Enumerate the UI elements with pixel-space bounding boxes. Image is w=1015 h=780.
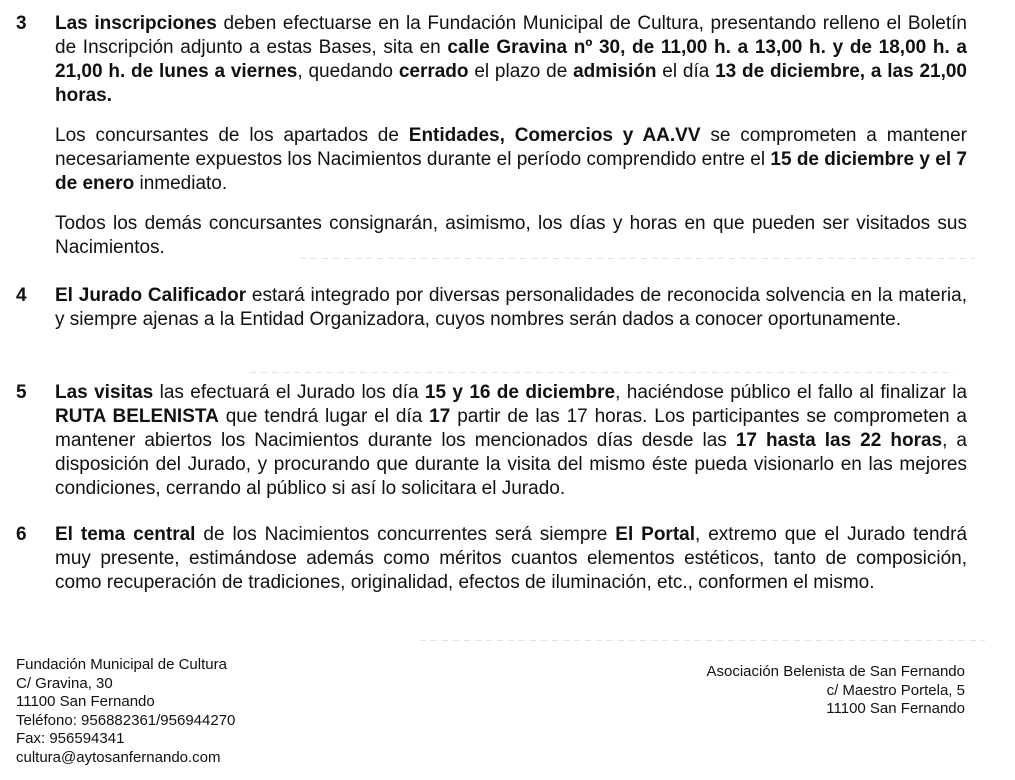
body-text: , extremo que el Jurado tendrá muy presente, estimándose además como méritos cuantos elementos estéticos, tanto de composición, como recuperación de tradiciones, originalidad, efectos de iluminación, etc., conformen el mismo. [55, 524, 968, 593]
body-text: que tendrá lugar el día [218, 406, 430, 427]
footer-org-name: Asociación Belenista de San Fernando [706, 663, 965, 680]
clause-number: 4 [16, 285, 27, 306]
emphasized-text: admisión [573, 61, 657, 82]
emphasized-text: El tema central [55, 524, 196, 545]
clause-paragraph [55, 12, 967, 108]
emphasized-text: 13 de diciembre, a las 21,00 horas. [55, 61, 968, 106]
footer-street: C/ Gravina, 30 [16, 674, 113, 692]
body-text: estará integrado por diversas personalidades de reconocida solvencia en la materia, y siempre ajenas a la Entidad Organizadora, cuyos nombres serán dados a conocer oportunamente. [55, 285, 967, 330]
body-text: se comprometen a mantener necesariamente expuestos los Nacimientos durante el período comprendido entre el [55, 125, 967, 170]
body-text: el plazo de [468, 61, 574, 82]
emphasized-text: 15 de diciembre y el 7 de enero [55, 149, 967, 194]
emphasized-text: Las visitas [55, 382, 154, 403]
emphasized-text: 17 [429, 406, 451, 427]
emphasized-text: 15 y 16 de diciembre [424, 382, 616, 403]
body-text: de los Nacimientos concurrentes será siempre [195, 524, 616, 545]
body-text: partir de las 17 horas. Los participantes se comprometen a mantener abiertos los Nacimientos durante los mencionados días desde las [55, 406, 967, 451]
body-text: deben efectuarse en la Fundación Municipal de Cultura, presentando relleno el Boletín de Inscripción adjunto a estas Bases, sita en [55, 13, 968, 58]
emphasized-text: cerrado [398, 61, 469, 82]
emphasized-text: El Portal [615, 524, 696, 545]
emphasized-text: calle Gravina nº 30, de 11,00 h. a 13,00 h. y de 18,00 h. a 21,00 h. de lunes a viernes [55, 37, 967, 82]
clause-number: 5 [16, 382, 27, 403]
footer-email: cultura@aytosanfernando.com [16, 748, 221, 766]
body-text: Los concursantes de los apartados de [55, 125, 409, 146]
clause-paragraph [55, 124, 967, 196]
scan-artifact-line [250, 372, 955, 373]
emphasized-text: 17 hasta las 22 horas [735, 430, 943, 451]
body-text: el día [656, 61, 716, 82]
footer-phone: Teléfono: 956882361/956944270 [16, 711, 236, 729]
clause-paragraph [55, 212, 967, 260]
footer-street: c/ Maestro Portela, 5 [826, 681, 965, 699]
footer-contact-asociacion [706, 663, 965, 719]
footer-contact-fundacion [16, 656, 235, 767]
body-text: , quedando [297, 61, 399, 82]
clause-number: 6 [16, 524, 27, 545]
emphasized-text: Entidades, Comercios y AA.VV [408, 125, 701, 146]
clause-number: 3 [16, 13, 27, 34]
body-text: , a disposición del Jurado, y procurando que durante la visita del mismo éste pueda visionarlo en las mejores condiciones, cerrando al público si así lo solicitara el Jurado. [55, 430, 968, 499]
footer-city: 11100 San Fernando [16, 693, 155, 710]
body-text: , haciéndose público el fallo al finalizar la [615, 382, 968, 403]
emphasized-text: Las inscripciones [55, 13, 217, 34]
emphasized-text: RUTA BELENISTA [55, 406, 219, 427]
footer-org-name: Fundación Municipal de Cultura [16, 656, 227, 673]
body-text: Todos los demás concursantes consignarán, asimismo, los días y horas en que pueden ser visitados sus Nacimientos. [55, 213, 967, 258]
clause-paragraph [55, 523, 967, 595]
emphasized-text: El Jurado Calificador [55, 285, 247, 306]
scan-artifact-line [420, 640, 985, 641]
footer-city: 11100 San Fernando [826, 700, 965, 717]
clause-paragraph [55, 381, 967, 501]
body-text: inmediato. [134, 173, 228, 194]
body-text: las efectuará el Jurado los día [153, 382, 425, 403]
footer-fax: Fax: 956594341 [16, 730, 125, 747]
clause-paragraph [55, 284, 967, 332]
